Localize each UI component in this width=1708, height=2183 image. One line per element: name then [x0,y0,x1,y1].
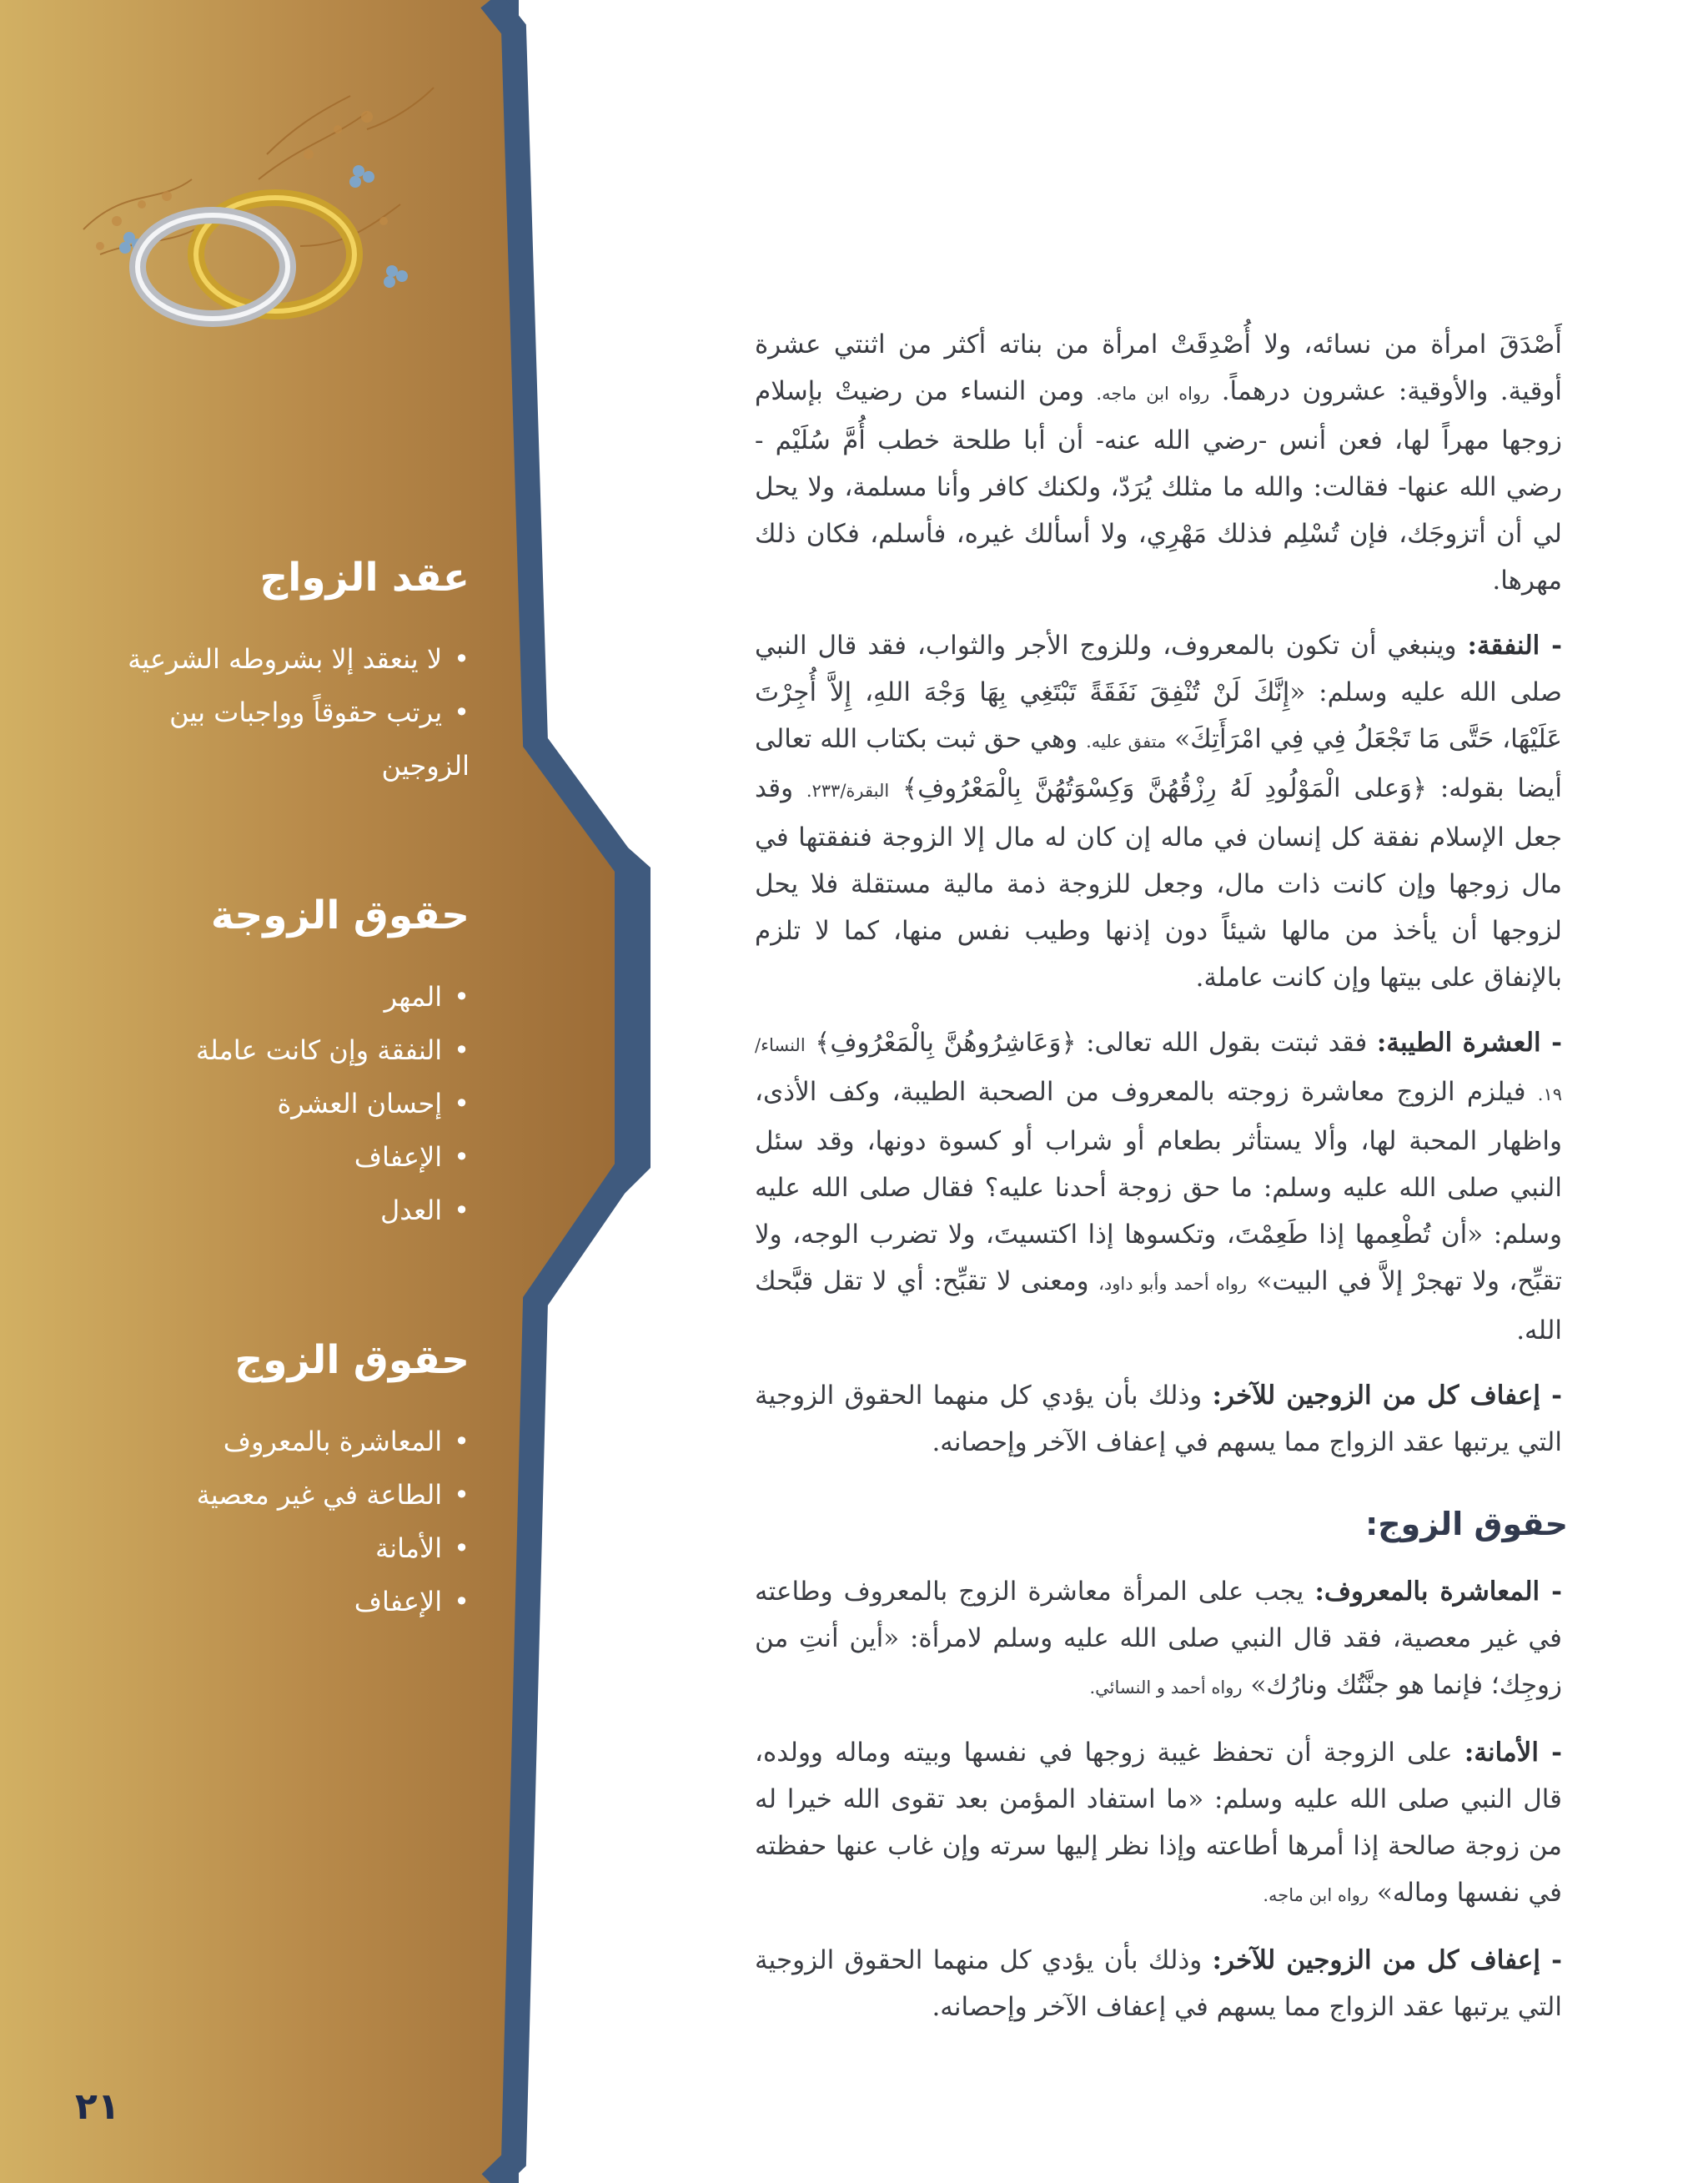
bullet-icon: • [454,1426,470,1457]
bullet-icon: • [454,1088,470,1119]
hadith-reference: رواه أحمد و النسائي. [1089,1677,1243,1698]
section-title: حقوق الزوج [234,1337,470,1383]
bullet-icon: • [454,1195,470,1226]
paragraph-label: - الأمانة: [1464,1738,1562,1768]
bullet-icon: • [454,1532,470,1564]
bullet-icon: • [454,1141,470,1173]
hadith-reference: متفق عليه. [1086,732,1167,752]
list-item: •العدل [196,1184,470,1237]
bullet-icon: • [454,1586,470,1617]
paragraph-label: - إعفاف كل من الزوجين للآخر: [1212,1945,1562,1975]
bullet-icon: • [454,1034,470,1066]
main-text-block-1 [755,321,1562,1484]
section-husband-rights [197,1337,470,1628]
hadith-reference: رواه أحمد وأبو داود، [1098,1274,1248,1294]
list-item: •المعاشرة بالمعروف [197,1415,470,1468]
paragraph-dowry: أَصْدَقَ امرأة من نسائه، ولا أُصْدِقَتْ امرأة من بناته أكثر من اثنتي عشرة أوقية. والأوقية: عشرون درهماً. رواه ابن ماجه. ومن النساء من رضيتْ بإسلام زوجها مهراً لها، فعن أنس -رضي الله عنه- أن أبا طلحة خطب أُمَّ سُلَيْم - رضي الله عنها- فقالت: والله ما مثلك يُرَدّ، ولكنك كافر وأنا مسلمة، ولا يحل لي أن أتزوجَك، فإن تُسْلِم فذلك مَهْرِي، ولا أسألك غيره، فأسلم، فكان ذلك مهرها. [755,329,1563,596]
list-item: •الإعفاف [196,1130,470,1184]
bullet-icon: • [454,643,470,675]
bullet-list [128,632,470,792]
paragraph-nafaqa: - النفقة: وينبغي أن تكون بالمعروف، وللزوج الأجر والثواب، فقد قال النبي صلى الله عليه وسلم: «إِنَّكَ لَنْ تُنْفِقَ نَفَقَةً تَبْتَغِي بِهَا وَجْهَ اللهِ، إِلاَّ أُجِرْتَ عَلَيْهَا، حَتَّى مَا تَجْعَلُ فِي فِي امْرَأَتِكَ» متفق عليه. وهي حق ثبت بكتاب الله تعالى أيضا بقوله: ﴿وَعلى الْمَوْلُودِ لَهُ رِزْقُهُنَّ وَكِسْوَتُهُنَّ بِالْمَعْرُوفِ﴾ البقرة/٢٣٣. وقد جعل الإسلام نفقة كل إنسان في ماله إن كان له مال إلا الزوجة فنفقتها في مال زوجها وإن كانت ذات مال، وجعل للزوجة ذمة مالية مستقلة فلا يحل لزوجها أن يأخذ من مالها شيئاً دون إذنها وطيب نفس منها، كما لا تلزم بالإنفاق على بيتها وإن كانت عاملة. [755,631,1563,993]
hadith-reference: رواه ابن ماجه. [1263,1885,1369,1905]
page-number: ٢١ [75,2085,120,2128]
paragraph-label: - المعاشرة بالمعروف: [1314,1577,1563,1607]
list-item: •إحسان العشرة [196,1077,470,1130]
wedding-rings-icon [50,79,459,329]
bullet-icon: • [454,981,470,1013]
section-title: عقد الزواج [259,555,470,601]
paragraph-label: - النفقة: [1467,631,1563,661]
quran-reference: النساء/١٩. [755,1035,1562,1104]
quran-reference: البقرة/٢٣٣. [806,781,890,801]
heading-husband-rights: حقوق الزوج: [1365,1506,1568,1542]
bullet-icon: • [454,1479,470,1511]
main-text-block-2 [755,1568,1562,2049]
paragraph-chastity-2: - إعفاف كل من الزوجين للآخر: وذلك بأن يؤدي كل منهما الحقوق الزوجية التي يرتبها عقد الزواج مما يسهم في إعفاف الآخر وإحصانه. [755,1945,1562,2022]
paragraph-good-companionship: - العشرة الطيبة: فقد ثبتت بقول الله تعالى: ﴿وَعَاشِرُوهُنَّ بِالْمَعْرُوفِ﴾ النساء/١٩. فيلزم الزوج معاشرة زوجته بالمعروف من الصحبة الطيبة، وكف الأذى، واظهار المحبة لها، وألا يستأثر بطعام أو شراب أو كسوة دونها، وقد سئل النبي صلى الله عليه وسلم: ما حق زوجة أحدنا عليه؟ فقال صلى الله عليه وسلم: «أن تُطْعِمها إذا طَعِمْتَ، وتكسوها إذا اكتسيتَ، ولا تضرب الوجه، ولا تقبِّح، ولا تهجرْ إلاَّ في البيت» رواه أحمد وأبو داود، ومعنى لا تقبِّح: أي لا تقل قبَّحك الله. [755,1028,1563,1346]
bullet-icon: • [454,697,470,728]
paragraph-label: - إعفاف كل من الزوجين للآخر: [1212,1381,1562,1411]
paragraph-trustworthiness: - الأمانة: على الزوجة أن تحفظ غيبة زوجها في نفسها وبيته وماله وولده، قال النبي صلى الله عليه وسلم: «ما استفاد المؤمن بعد تقوى الله خيرا له من زوجة صالحة إذا أمرها أطاعته وإذا نظر إليها سرته وإن غاب عنها حفظته في نفسها وماله» رواه ابن ماجه. [755,1738,1562,1908]
list-item: •الطاعة في غير معصية [197,1468,470,1522]
section-wife-rights [196,893,470,1237]
section-title: حقوق الزوجة [210,893,470,938]
list-item: •المهر [196,970,470,1024]
list-item: •يرتب حقوقاً وواجبات بين [128,686,470,739]
paragraph-label: - العشرة الطيبة: [1376,1028,1563,1058]
hadith-reference: رواه ابن ماجه. [1096,384,1210,404]
list-item: •الأمانة [197,1522,470,1575]
list-item: •الإعفاف [197,1575,470,1628]
paragraph-kind-treatment: - المعاشرة بالمعروف: يجب على المرأة معاشرة الزوج بالمعروف وطاعته في غير معصية، فقد قال النبي صلى الله عليه وسلم لامرأة: «أين أنتِ من زوجِك؛ فإنما هو جنَّتُك ونارُك» رواه أحمد و النسائي. [755,1577,1563,1700]
section-marriage-contract [128,555,470,792]
bullet-list [196,970,470,1237]
bullet-list [197,1415,470,1628]
list-item: •النفقة وإن كانت عاملة [196,1024,470,1077]
paragraph-chastity: - إعفاف كل من الزوجين للآخر: وذلك بأن يؤدي كل منهما الحقوق الزوجية التي يرتبها عقد الزواج مما يسهم في إعفاف الآخر وإحصانه. [755,1381,1562,1457]
list-item: •لا ينعقد إلا بشروطه الشرعية [128,632,470,686]
list-item-continuation: الزوجين [381,750,470,782]
